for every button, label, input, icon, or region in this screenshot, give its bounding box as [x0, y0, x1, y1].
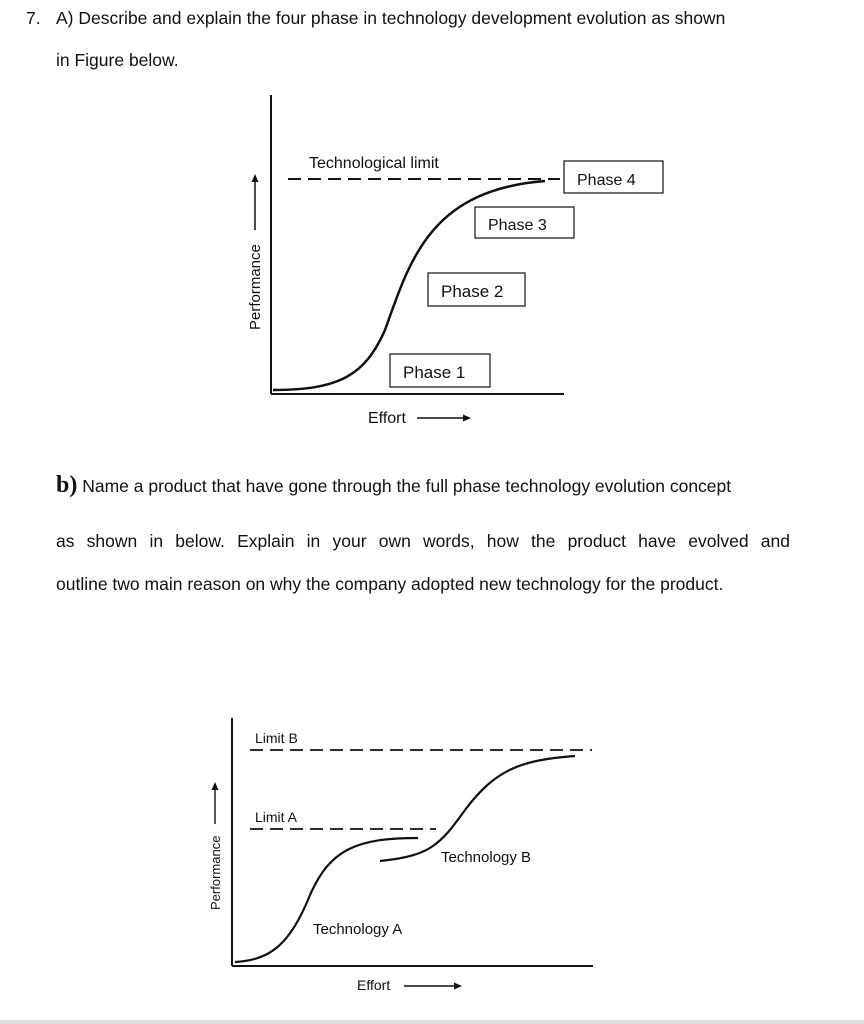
technology-s-curve-figure	[0, 85, 864, 435]
svg-text:Phase 2: Phase 2	[441, 282, 504, 301]
figure2-y-axis-label: Performance	[208, 835, 223, 910]
figure2-y-axis-label-group	[208, 782, 223, 910]
phase-4-box	[564, 161, 663, 193]
figure2-x-axis-label: Effort	[357, 977, 391, 993]
question-number: 7.	[26, 8, 41, 28]
technology-a-label: Technology A	[313, 921, 403, 938]
technology-a-curve	[235, 838, 418, 962]
part-b-letter: b)	[56, 472, 78, 498]
figure1-y-axis-label: Performance	[247, 244, 264, 330]
svg-text:Phase 3: Phase 3	[488, 217, 547, 234]
phase-3-box	[475, 207, 574, 238]
phase-2-box	[428, 273, 525, 306]
part-b-question-line-2: as shown in below. Explain in your own words, how the product have evolved and	[56, 531, 790, 551]
part-a-question-line-1: A) Describe and explain the four phase in technology development evolution as shown	[56, 8, 726, 28]
limit-b-label: Limit B	[255, 730, 298, 746]
svg-text:Phase 1: Phase 1	[403, 363, 466, 382]
technology-jump-figure	[0, 710, 864, 1010]
phase-1-box	[390, 354, 490, 387]
part-b-question-line-3: outline two main reason on why the company adopted new technology for the product.	[56, 574, 724, 594]
limit-a-label: Limit A	[255, 809, 298, 825]
technology-b-curve	[380, 756, 575, 861]
svg-text:Phase 4: Phase 4	[577, 172, 636, 189]
page-bottom-edge	[0, 1020, 864, 1024]
figure1-x-axis-label: Effort	[368, 410, 406, 427]
part-b-question-line-1: b) Name a product that have gone through the full phase technology evolution concept	[56, 472, 732, 498]
figure1-limit-label: Technological limit	[309, 155, 439, 172]
part-a-question-line-2: in Figure below.	[56, 50, 179, 70]
figure1-y-axis-label-group	[247, 174, 264, 330]
technology-b-label: Technology B	[441, 849, 532, 866]
